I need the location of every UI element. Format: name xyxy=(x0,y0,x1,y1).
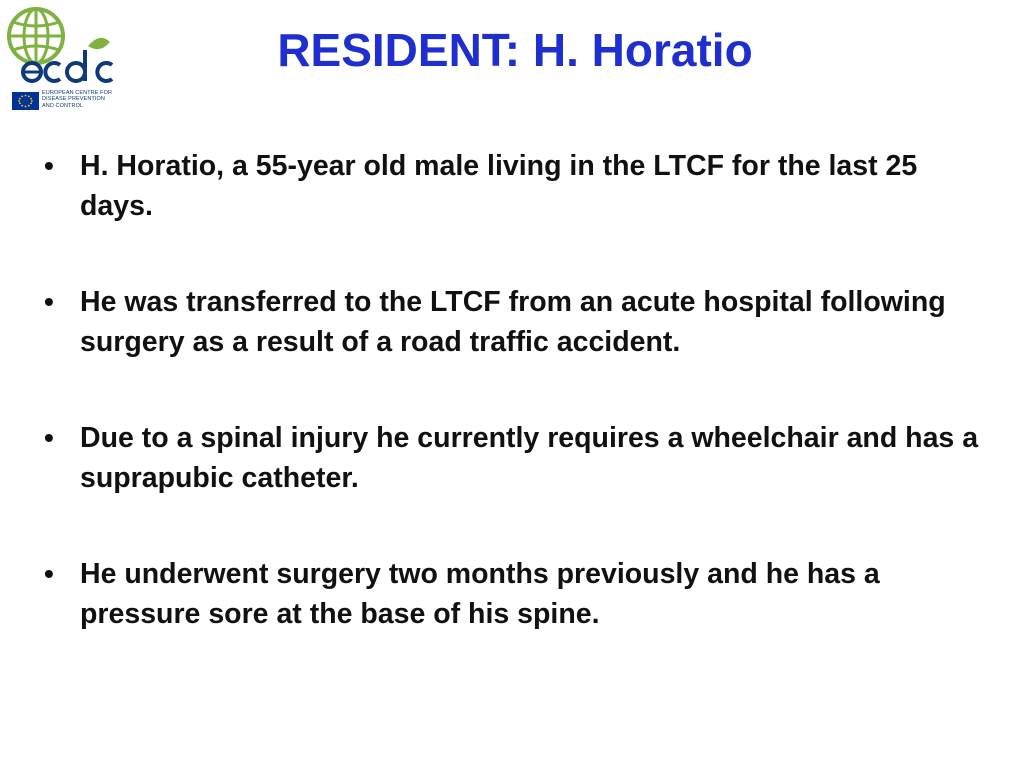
bullet-text: He was transferred to the LTCF from an acute hospital following surgery as a result of a road traffic accident. xyxy=(80,286,946,358)
logo-caption xyxy=(42,90,124,109)
logo-caption-row xyxy=(8,90,122,112)
bullet-icon: • xyxy=(44,150,54,181)
logo-caption-line: AND CONTROL xyxy=(42,102,84,109)
bullet-item xyxy=(40,554,980,634)
ecdc-globe-logo-icon xyxy=(4,2,122,90)
bullet-item xyxy=(40,146,980,226)
bullet-icon: • xyxy=(44,422,54,453)
bullet-item xyxy=(40,418,980,498)
logo-caption-line: EUROPEAN CENTRE FOR xyxy=(42,90,113,96)
logo-caption-line: DISEASE PREVENTION xyxy=(42,96,105,103)
bullet-icon: • xyxy=(44,286,54,317)
bullet-text: He underwent surgery two months previously and he has a pressure sore at the base of his spine. xyxy=(80,558,880,630)
slide-title: RESIDENT: H. Horatio xyxy=(277,24,753,76)
bullet-icon: • xyxy=(44,558,54,589)
bullet-text: Due to a spinal injury he currently requires a wheelchair and has a suprapubic catheter. xyxy=(80,422,979,494)
bullet-text: H. Horatio, a 55-year old male living in the LTCF for the last 25 days. xyxy=(80,150,918,222)
bullet-item xyxy=(40,282,980,362)
ecdc-logo xyxy=(4,2,122,114)
eu-flag-icon xyxy=(12,92,39,110)
bullet-list xyxy=(40,146,980,634)
